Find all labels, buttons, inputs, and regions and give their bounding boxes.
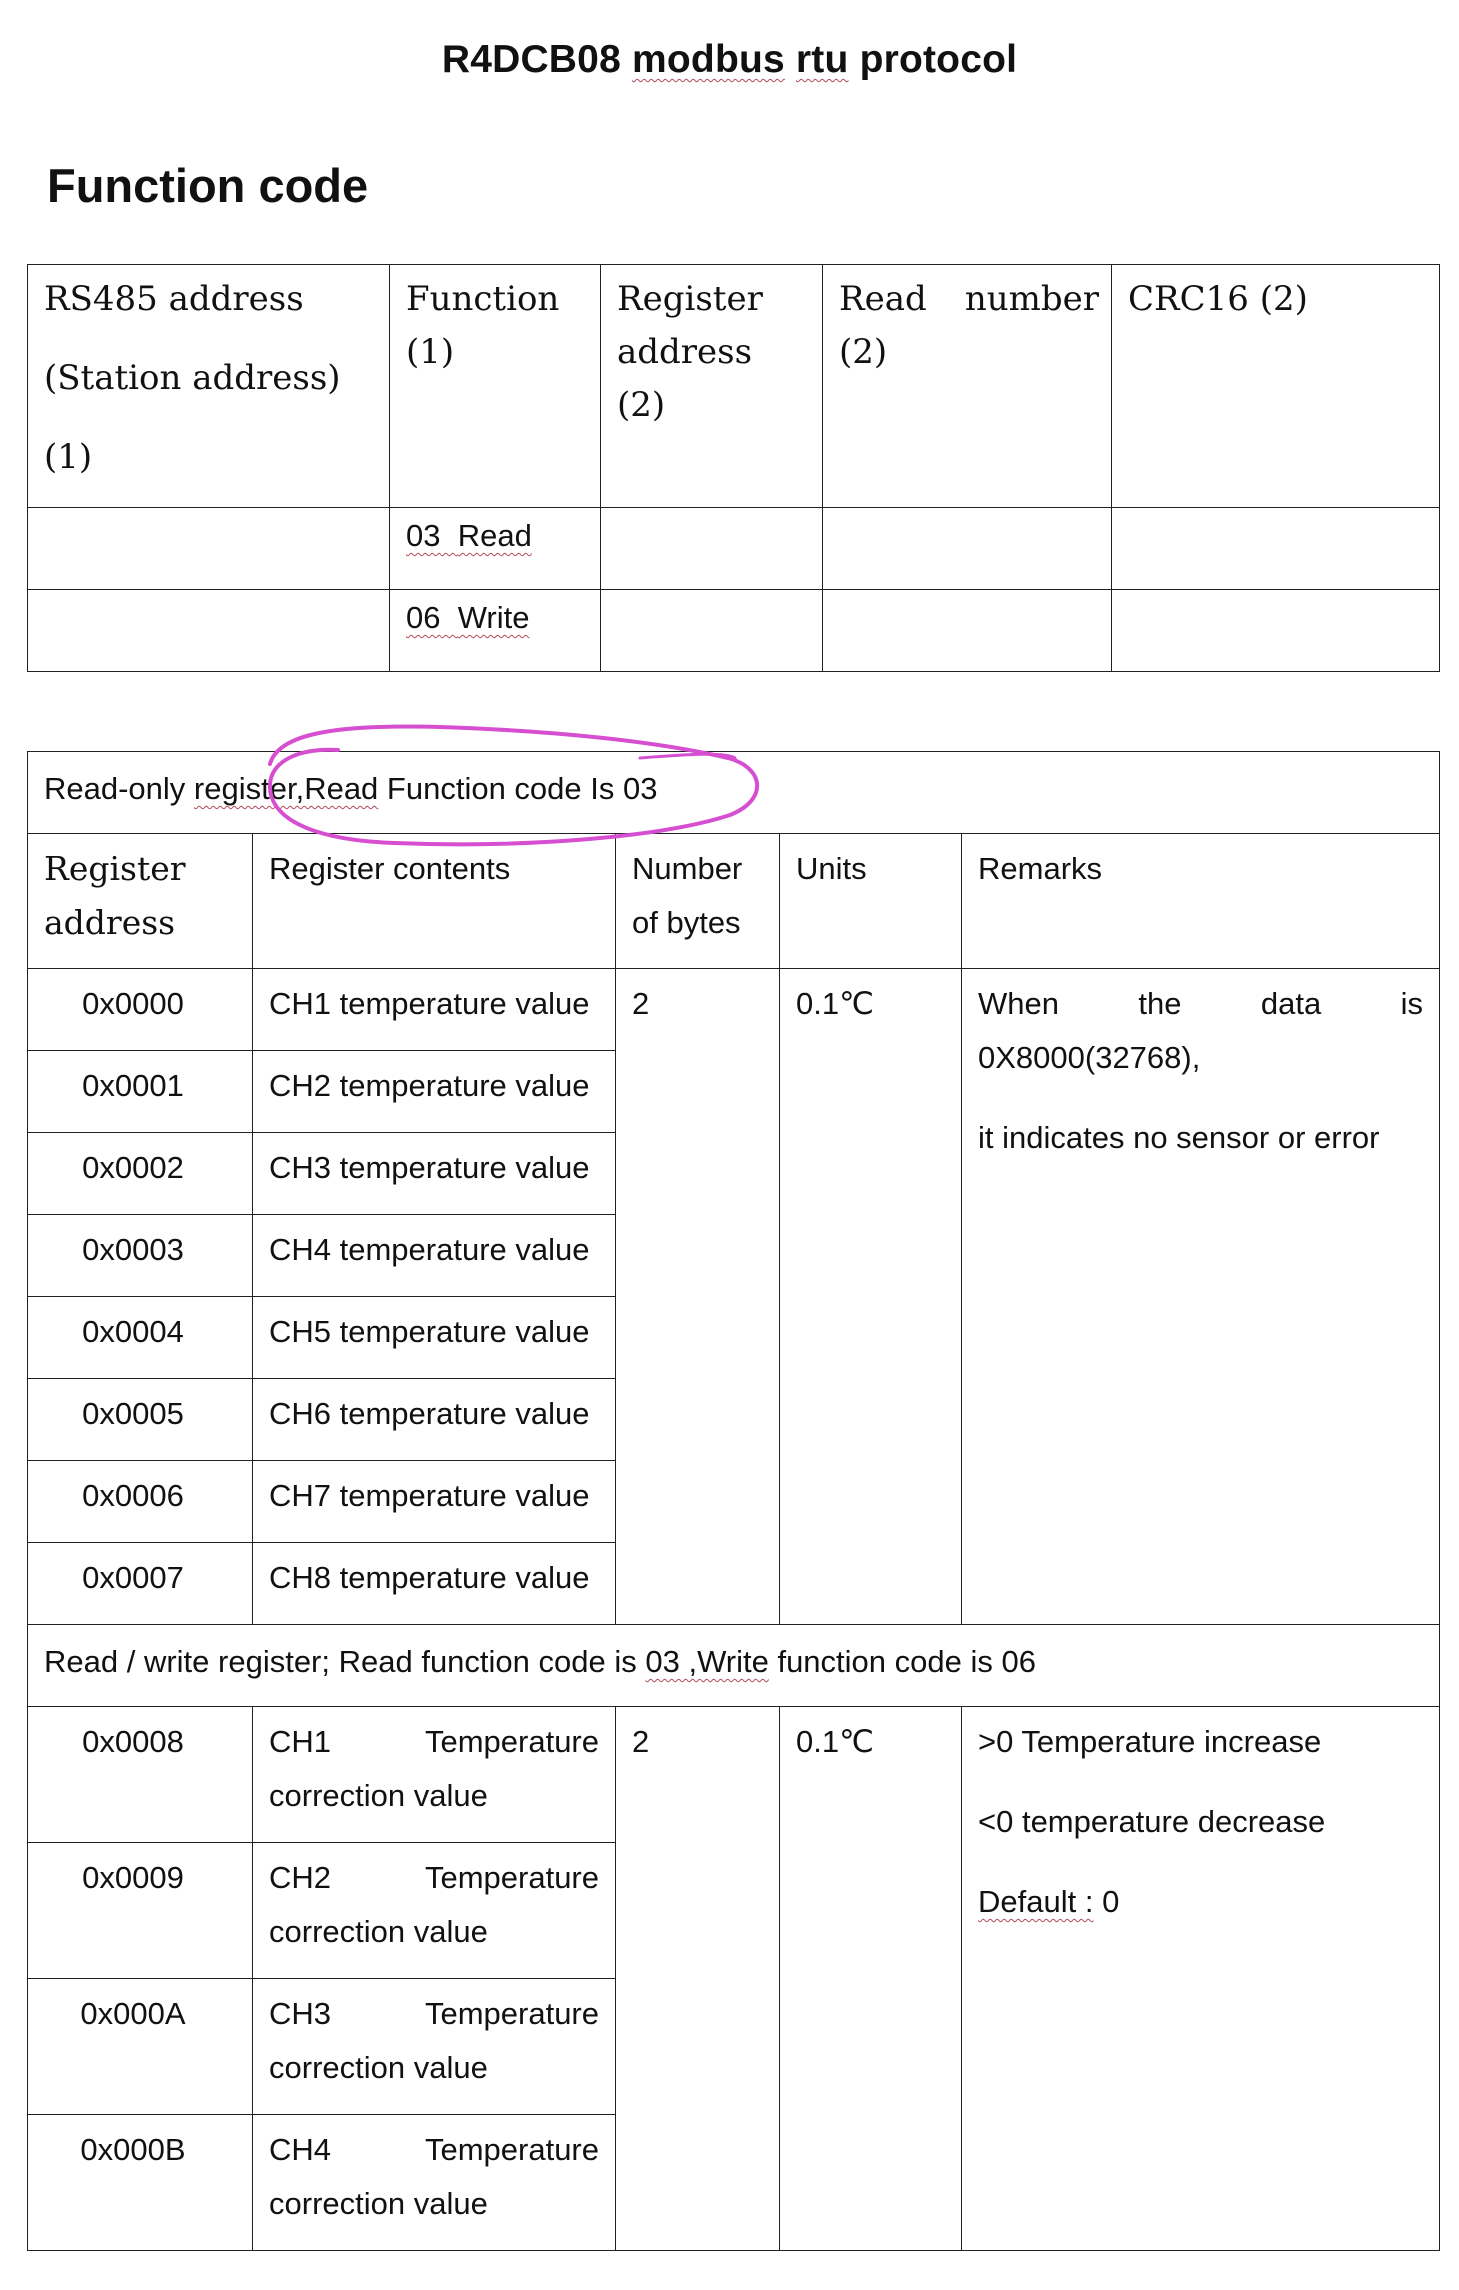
register-address-col-header: [28, 834, 253, 969]
readonly-suffix: Function code Is 03: [378, 771, 658, 806]
remarks-line1: >0 Temperature increase: [978, 1724, 1322, 1759]
readonly-bytes-cell: 2: [616, 969, 780, 1625]
number-word: number: [964, 279, 1099, 319]
readwrite-bytes-cell: 2: [616, 1707, 780, 2251]
function-code-name: Write: [457, 600, 530, 635]
contents-line2: correction value: [269, 1914, 488, 1949]
remarks-line3: it indicates no sensor or error: [978, 1120, 1380, 1155]
title-word-rtu: rtu: [795, 38, 849, 81]
register-contents-cell: CH8 temperature value: [253, 1543, 616, 1625]
rs485-address-header: [28, 265, 390, 508]
register-address-cell: 0x0003: [28, 1215, 253, 1297]
readwrite-units-cell: 0.1℃: [780, 1707, 962, 2251]
readonly-remarks-cell: [962, 969, 1440, 1625]
rs485-header-line3: (1): [44, 437, 93, 477]
register-map-table: [27, 751, 1440, 2251]
temperature-word: Temperature: [424, 2132, 599, 2167]
register-contents-cell: [253, 1843, 616, 1979]
register-contents-cell: CH6 temperature value: [253, 1379, 616, 1461]
register-header-line3: (2): [617, 385, 666, 425]
channel-label: CH3: [269, 1996, 332, 2031]
default-value: 0: [1093, 1884, 1120, 1919]
register-header-line1: Register: [617, 279, 763, 319]
rs485-header-line2: (Station address): [44, 358, 341, 398]
register-contents-cell: CH3 temperature value: [253, 1133, 616, 1215]
empty-cell: [601, 508, 823, 590]
function-header-line2: (1): [406, 332, 455, 372]
register-contents-cell: [253, 1979, 616, 2115]
readwrite-prefix: Read / write register; Read function code is: [44, 1644, 646, 1679]
readwrite-section-title: [28, 1625, 1440, 1707]
readwrite-squiggle: 03 ,Write: [645, 1644, 769, 1679]
register-address-cell: 0x0009: [28, 1843, 253, 1979]
channel-label: CH1: [269, 1724, 332, 1759]
remarks-line2: <0 temperature decrease: [978, 1804, 1326, 1839]
remarks-line2: 0X8000(32768),: [978, 1040, 1201, 1075]
register-address-line2: address: [44, 903, 176, 942]
register-contents-cell: CH1 temperature value: [253, 969, 616, 1051]
remarks-col-header: Remarks: [962, 834, 1440, 969]
contents-line1: [269, 1715, 599, 1769]
contents-line1: [269, 1851, 599, 1905]
register-address-cell: 0x0002: [28, 1133, 253, 1215]
empty-cell: [1112, 508, 1440, 590]
empty-cell: [823, 590, 1112, 672]
read-number-header-line2: (2): [839, 332, 888, 372]
channel-label: CH2: [269, 1860, 332, 1895]
column-header-row: [28, 834, 1440, 969]
function-code-read: [406, 518, 532, 553]
contents-line1: [269, 1987, 599, 2041]
register-header-line2: address: [617, 332, 753, 372]
register-address-header: [601, 265, 823, 508]
readonly-prefix: Read-only: [44, 771, 194, 806]
units-col-header: Units: [780, 834, 962, 969]
register-contents-cell: CH4 temperature value: [253, 1215, 616, 1297]
register-contents-cell: [253, 2115, 616, 2251]
empty-cell: [28, 590, 390, 672]
remarks-line1: [978, 977, 1423, 1031]
register-contents-col-header: Register contents: [253, 834, 616, 969]
register-address-cell: 0x0001: [28, 1051, 253, 1133]
read-number-header-line1: [839, 273, 1099, 326]
contents-line2: correction value: [269, 2186, 488, 2221]
table-row: [28, 969, 1440, 1051]
register-address-line1: Register: [44, 849, 186, 888]
function-code-number: 03: [406, 518, 441, 553]
readwrite-section-row: [28, 1625, 1440, 1707]
register-address-cell: 0x0006: [28, 1461, 253, 1543]
register-address-cell: 0x0007: [28, 1543, 253, 1625]
readwrite-suffix: function code is 06: [768, 1644, 1036, 1679]
temperature-word: Temperature: [424, 1996, 599, 2031]
remarks-default: [978, 1875, 1423, 1929]
title-prefix: R4DCB08: [441, 38, 621, 81]
number-of-bytes-col-header: [616, 834, 780, 969]
empty-cell: [823, 508, 1112, 590]
remark-word: When: [978, 986, 1059, 1021]
rs485-header-line1: RS485 address: [44, 279, 304, 319]
register-address-cell: 0x000A: [28, 1979, 253, 2115]
bytes-line1: Number: [632, 851, 743, 886]
empty-cell: [601, 590, 823, 672]
frame-header-row: [28, 265, 1440, 508]
function-code-row: [28, 590, 1440, 672]
register-contents-cell: CH5 temperature value: [253, 1297, 616, 1379]
readonly-units-cell: 0.1℃: [780, 969, 962, 1625]
bytes-line2: of bytes: [632, 905, 741, 940]
temperature-word: Temperature: [424, 1860, 599, 1895]
table-row: [28, 1707, 1440, 1843]
readonly-squiggle: register,Read: [193, 771, 379, 806]
read-number-header: [823, 265, 1112, 508]
register-contents-cell: [253, 1707, 616, 1843]
channel-label: CH4: [269, 2132, 332, 2167]
register-address-cell: 0x0004: [28, 1297, 253, 1379]
default-label: Default :: [978, 1884, 1094, 1919]
title-word-modbus: modbus: [632, 38, 785, 81]
crc16-label: CRC16 (2): [1128, 279, 1308, 319]
function-header-line1: Function: [406, 279, 560, 319]
readonly-section-title: [28, 752, 1440, 834]
register-contents-cell: CH7 temperature value: [253, 1461, 616, 1543]
function-code-write-cell: [390, 590, 601, 672]
crc16-header: [1112, 265, 1440, 508]
function-code-number: 06: [406, 600, 441, 635]
temperature-word: Temperature: [424, 1724, 599, 1759]
function-code-row: [28, 508, 1440, 590]
register-address-cell: 0x000B: [28, 2115, 253, 2251]
readonly-section-row: [28, 752, 1440, 834]
remark-word: the: [1138, 986, 1182, 1021]
section-heading: Function code: [47, 159, 369, 212]
function-code-name: Read: [457, 518, 532, 553]
contents-line1: [269, 2123, 599, 2177]
title-suffix: protocol: [859, 38, 1018, 81]
empty-cell: [1112, 590, 1440, 672]
remark-word: is: [1400, 986, 1423, 1021]
register-address-cell: 0x0000: [28, 969, 253, 1051]
document-title: [0, 38, 1459, 82]
function-code-read-cell: [390, 508, 601, 590]
empty-cell: [28, 508, 390, 590]
read-word: Read: [839, 279, 927, 319]
register-address-cell: 0x0008: [28, 1707, 253, 1843]
register-contents-cell: CH2 temperature value: [253, 1051, 616, 1133]
contents-line2: correction value: [269, 2050, 488, 2085]
remark-word: data: [1260, 986, 1322, 1021]
contents-line2: correction value: [269, 1778, 488, 1813]
function-header: [390, 265, 601, 508]
function-code-write: [406, 600, 529, 635]
frame-structure-table: [27, 264, 1440, 672]
readwrite-remarks-cell: [962, 1707, 1440, 2251]
register-address-cell: 0x0005: [28, 1379, 253, 1461]
